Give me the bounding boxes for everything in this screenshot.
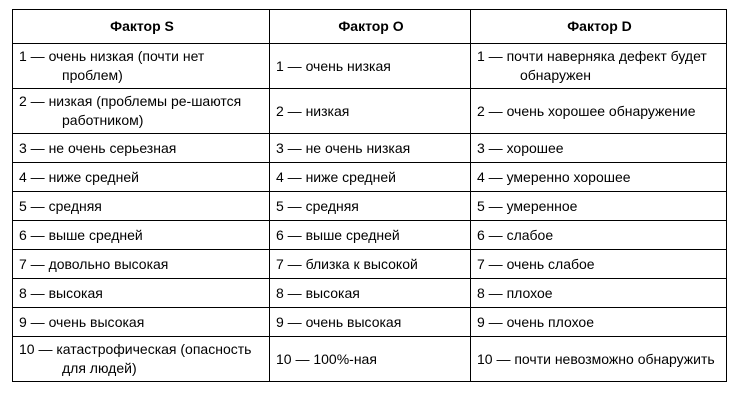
cell-text: 1 — очень низкая	[276, 57, 391, 74]
cell-text: 1 — очень низкая (почти нет проблем)	[19, 48, 205, 83]
cell-factor-o	[270, 221, 471, 250]
cell-text: 2 — низкая	[276, 102, 350, 119]
cell-text: 3 — хорошее	[477, 139, 564, 156]
cell-factor-o	[270, 163, 471, 192]
table-row	[13, 221, 727, 250]
cell-factor-d	[471, 250, 727, 279]
cell-factor-o	[270, 337, 471, 382]
cell-factor-o	[270, 308, 471, 337]
table-row	[13, 308, 727, 337]
cell-text: 3 — не очень серьезная	[19, 139, 177, 156]
table-row	[13, 134, 727, 163]
fmea-factors-table	[12, 9, 727, 382]
cell-factor-d	[471, 89, 727, 134]
cell-text: 7 — близка к высокой	[276, 255, 418, 272]
cell-text: 9 — очень высокая	[19, 313, 145, 330]
cell-factor-d	[471, 308, 727, 337]
table-row	[13, 337, 727, 382]
cell-text: 1 — почти наверняка дефект будет обнаружен	[477, 48, 707, 83]
cell-factor-o	[270, 44, 471, 89]
table-row	[13, 192, 727, 221]
cell-factor-o	[270, 279, 471, 308]
header-factor-d: Фактор D	[471, 10, 727, 44]
cell-factor-s	[13, 308, 270, 337]
cell-factor-s	[13, 44, 270, 89]
cell-factor-o	[270, 192, 471, 221]
cell-text: 10 — 100%-ная	[276, 350, 377, 367]
header-row	[13, 10, 727, 44]
cell-factor-d	[471, 221, 727, 250]
cell-factor-o	[270, 250, 471, 279]
cell-text: 10 — почти невозможно обнаружить	[477, 350, 715, 367]
cell-factor-s	[13, 250, 270, 279]
cell-factor-d	[471, 44, 727, 89]
header-factor-o: Фактор O	[270, 10, 471, 44]
cell-factor-s	[13, 221, 270, 250]
table-row	[13, 250, 727, 279]
cell-text: 4 — умеренно хорошее	[477, 168, 631, 185]
cell-text: 7 — очень слабое	[477, 255, 595, 272]
cell-factor-s	[13, 279, 270, 308]
cell-text: 2 — низкая (проблемы ре-шаются работником)	[19, 93, 242, 128]
cell-factor-s	[13, 192, 270, 221]
cell-factor-d	[471, 163, 727, 192]
cell-text: 5 — средняя	[276, 197, 359, 214]
table-row	[13, 163, 727, 192]
cell-text: 5 — умеренное	[477, 197, 578, 214]
cell-factor-s	[13, 89, 270, 134]
cell-text: 6 — выше средней	[276, 226, 400, 243]
cell-text: 6 — выше средней	[19, 226, 143, 243]
cell-text: 3 — не очень низкая	[276, 139, 411, 156]
cell-factor-o	[270, 134, 471, 163]
cell-text: 8 — высокая	[19, 284, 103, 301]
cell-factor-d	[471, 134, 727, 163]
table-row	[13, 279, 727, 308]
cell-factor-d	[471, 337, 727, 382]
cell-text: 9 — очень высокая	[276, 313, 402, 330]
cell-text: 10 — катастрофическая (опасность для людей)	[19, 341, 252, 376]
cell-text: 7 — довольно высокая	[19, 255, 169, 272]
cell-factor-s	[13, 163, 270, 192]
cell-text: 9 — очень плохое	[477, 313, 594, 330]
cell-text: 4 — ниже средней	[276, 168, 396, 185]
header-factor-s: Фактор S	[13, 10, 270, 44]
cell-factor-d	[471, 279, 727, 308]
table-row	[13, 44, 727, 89]
cell-text: 5 — средняя	[19, 197, 102, 214]
cell-factor-d	[471, 192, 727, 221]
cell-text: 8 — плохое	[477, 284, 553, 301]
cell-text: 2 — очень хорошее обнаружение	[477, 102, 696, 119]
cell-factor-s	[13, 337, 270, 382]
cell-text: 6 — слабое	[477, 226, 554, 243]
cell-text: 8 — высокая	[276, 284, 360, 301]
table-row	[13, 89, 727, 134]
cell-factor-o	[270, 89, 471, 134]
cell-text: 4 — ниже средней	[19, 168, 139, 185]
fmea-factors-table-container	[12, 9, 726, 382]
cell-factor-s	[13, 134, 270, 163]
